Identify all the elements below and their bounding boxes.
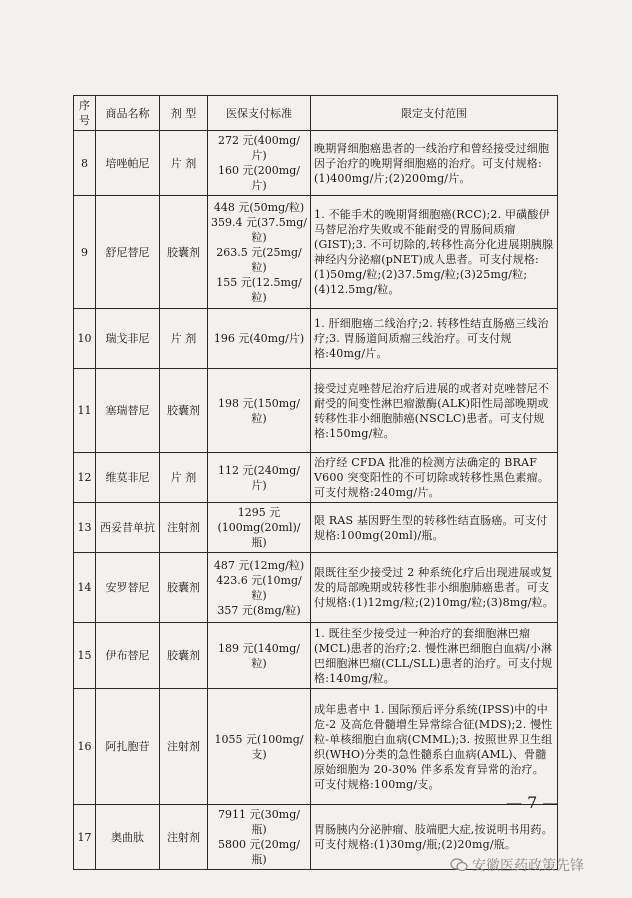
- payment-scope: 晚期肾细胞癌患者的一线治疗和曾经接受过细胞因子治疗的晚期肾细胞癌的治疗。可支付规格:(1)400mg/片;(2)200mg/片。: [311, 131, 558, 196]
- header-no: 序号: [74, 96, 96, 131]
- row-number: 16: [74, 689, 96, 805]
- payment-scope: 1. 既往至少接受过一种治疗的套细胞淋巴瘤(MCL)患者的治疗;2. 慢性淋巴细胞白血病/小淋巴细胞淋巴瘤(CLL/SLL)患者的治疗。可支付规格:140mg/粒。: [311, 623, 558, 689]
- payment-line: 359.4 元(37.5mg/粒): [211, 215, 307, 244]
- payment-line: 1295 元: [237, 506, 281, 519]
- table-row: [74, 309, 558, 369]
- drug-name: 瑞戈非尼: [96, 309, 160, 369]
- table-row: [74, 689, 558, 805]
- payment-standard: [208, 131, 311, 196]
- row-number: 9: [74, 196, 96, 309]
- table-row: [74, 503, 558, 553]
- table-body: [74, 131, 558, 870]
- payment-scope: 限既往至少接受过 2 种系统化疗后出现进展或复发的局部晚期或转移性非小细胞肺癌患者。可支付规格:(1)12mg/粒;(2)10mg/粒;(3)8mg/粒。: [311, 553, 558, 623]
- payment-line: 357 元(8mg/粒): [217, 603, 301, 617]
- payment-line: 196 元(40mg/片): [213, 332, 305, 345]
- payment-scope: 1. 肝细胞癌二线治疗;2. 转移性结直肠癌三线治疗;3. 胃肠道间质瘤三线治疗。可支付规格:40mg/片。: [311, 309, 558, 369]
- payment-line: 155 元(12.5mg/粒): [216, 275, 302, 304]
- dosage-form: 胶囊剂: [160, 553, 208, 623]
- drug-name: 维莫非尼: [96, 453, 160, 503]
- drug-name: 西妥昔单抗: [96, 503, 160, 553]
- payment-standard: [208, 503, 311, 553]
- dosage-form: 片 剂: [160, 131, 208, 196]
- row-number: 15: [74, 623, 96, 689]
- dosage-form: 注射剂: [160, 689, 208, 805]
- header-payment: 医保支付标准: [208, 96, 311, 131]
- payment-line: 263.5 元(25mg/粒): [216, 245, 302, 274]
- drug-name: 培唑帕尼: [96, 131, 160, 196]
- drug-name: 塞瑞替尼: [96, 369, 160, 453]
- table-row: [74, 553, 558, 623]
- payment-line: 112 元(240mg/片): [218, 463, 300, 492]
- row-number: 13: [74, 503, 96, 553]
- table-header-row: [74, 96, 558, 131]
- page-number: — 7 —: [506, 793, 559, 812]
- watermark: [450, 855, 584, 875]
- drug-name: 阿扎胞苷: [96, 689, 160, 805]
- payment-line: 423.6 元(10mg/粒): [216, 573, 302, 602]
- payment-line: (100mg(20ml)/瓶): [217, 521, 301, 549]
- header-form: 剂 型: [160, 96, 208, 131]
- drug-name: 伊布替尼: [96, 623, 160, 689]
- row-number: 10: [74, 309, 96, 369]
- payment-line: 189 元(140mg/粒): [218, 641, 300, 670]
- payment-line: 198 元(150mg/粒): [218, 396, 300, 425]
- payment-standard: [208, 309, 311, 369]
- row-number: 17: [74, 805, 96, 870]
- drug-name: 奥曲肽: [96, 805, 160, 870]
- dosage-form: 片 剂: [160, 309, 208, 369]
- payment-standard: [208, 689, 311, 805]
- row-number: 12: [74, 453, 96, 503]
- payment-line: 272 元(400mg/片): [218, 134, 300, 162]
- payment-scope: 1. 不能手术的晚期肾细胞癌(RCC);2. 甲磺酸伊马替尼治疗失败或不能耐受的胃肠间质瘤(GIST);3. 不可切除的,转移性高分化进展期胰腺神经内分泌瘤(pNET)成人患者。可支付规格:(1)50mg/粒;(2)37.5mg/粒;(3)25mg/粒;(4)12.5mg/粒。: [311, 196, 558, 309]
- table-row: [74, 623, 558, 689]
- drug-name: 舒尼替尼: [96, 196, 160, 309]
- dosage-form: 注射剂: [160, 503, 208, 553]
- drug-payment-table: [73, 95, 558, 870]
- payment-line: 487 元(12mg/粒): [213, 558, 305, 572]
- dosage-form: 片 剂: [160, 453, 208, 503]
- payment-standard: [208, 805, 311, 870]
- table-row: [74, 369, 558, 453]
- payment-standard: [208, 453, 311, 503]
- wechat-icon: [450, 858, 468, 872]
- table-row: [74, 453, 558, 503]
- payment-line: 7911 元(30mg/瓶): [218, 808, 300, 836]
- row-number: 8: [74, 131, 96, 196]
- watermark-text: 安徽医药政策先锋: [472, 858, 584, 874]
- dosage-form: 胶囊剂: [160, 196, 208, 309]
- payment-standard: [208, 196, 311, 309]
- payment-line: 1055 元(100mg/支): [214, 732, 304, 761]
- dosage-form: 胶囊剂: [160, 623, 208, 689]
- payment-standard: [208, 369, 311, 453]
- header-name: 商品名称: [96, 96, 160, 131]
- row-number: 11: [74, 369, 96, 453]
- payment-line: 160 元(200mg/片): [218, 164, 300, 192]
- payment-scope: 接受过克唑替尼治疗后进展的或者对克唑替尼不耐受的间变性淋巴瘤激酶(ALK)阳性局部晚期或转移性非小细胞肺癌(NSCLC)患者。可支付规格:150mg/粒。: [311, 369, 558, 453]
- drug-name: 安罗替尼: [96, 553, 160, 623]
- payment-scope: 治疗经 CFDA 批准的检测方法确定的 BRAF V600 突变阳性的不可切除或转移性黑色素瘤。可支付规格:240mg/片。: [311, 453, 558, 503]
- payment-line: 5800 元(20mg/瓶): [218, 838, 300, 866]
- payment-standard: [208, 623, 311, 689]
- dosage-form: 胶囊剂: [160, 369, 208, 453]
- dosage-form: 注射剂: [160, 805, 208, 870]
- payment-standard: [208, 553, 311, 623]
- row-number: 14: [74, 553, 96, 623]
- payment-scope: 成年患者中 1. 国际预后评分系统(IPSS)中的中危-2 及高危骨髓增生异常综合征(MDS);2. 慢性粒-单核细胞白血病(CMML);3. 按照世界卫生组织(WHO)分类的急性髓系白血病(AML)、骨髓原始细胞为 20-30% 伴多系发育异常的治疗。可支付规格:100mg/支。: [311, 689, 558, 805]
- payment-scope: 限 RAS 基因野生型的转移性结直肠癌。可支付规格:100mg(20ml)/瓶。: [311, 503, 558, 553]
- table-row: [74, 131, 558, 196]
- header-scope: 限定支付范围: [311, 96, 558, 131]
- payment-line: 448 元(50mg/粒): [213, 200, 305, 214]
- payment-scope: 胃肠胰内分泌肿瘤、肢端肥大症,按说明书用药。可支付规格:(1)30mg/瓶;(2)20mg/瓶。: [311, 805, 558, 870]
- table-row: [74, 196, 558, 309]
